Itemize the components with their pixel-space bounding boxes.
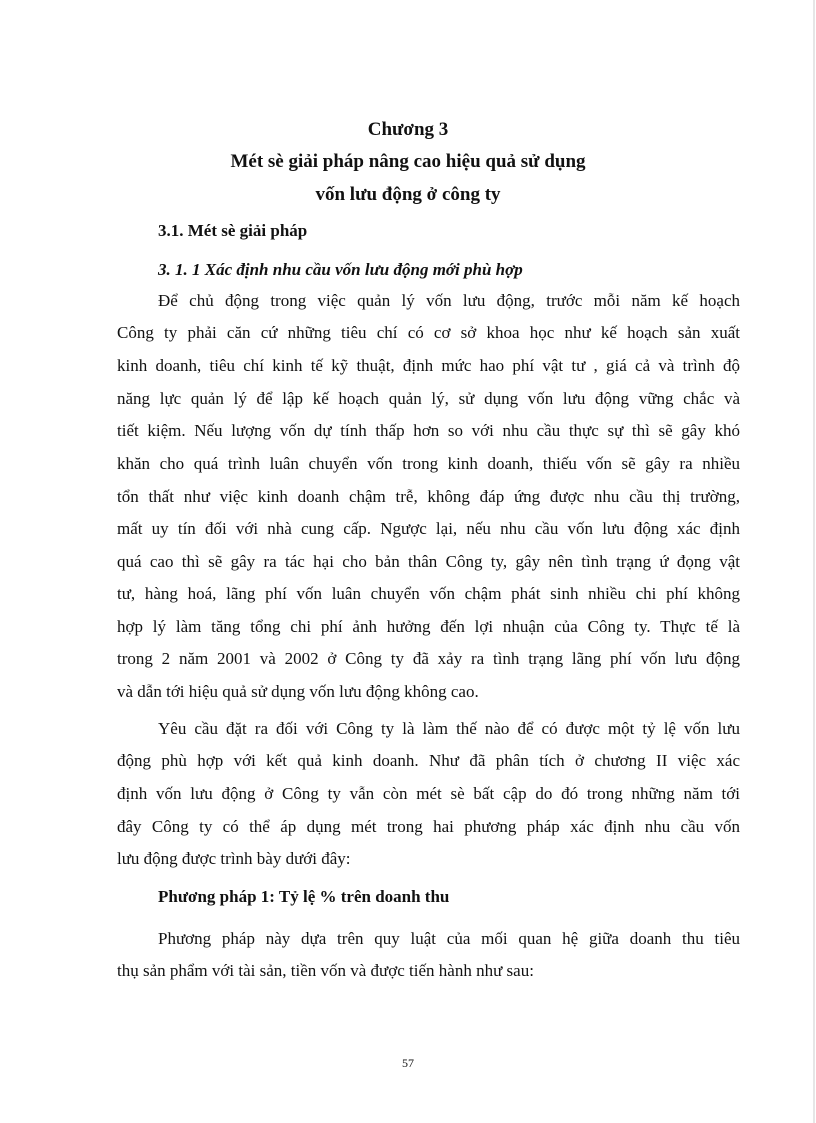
paragraph-1-line: tư, hàng hoá, lãng phí vốn luân chuyển vốn chậm phát sinh nhiều chi phí không xyxy=(117,584,740,603)
paragraph-1-line: và dẫn tới hiệu quả sử dụng vốn lưu động không cao. xyxy=(117,682,479,701)
method-1-heading: Phương pháp 1: Tỷ lệ % trên doanh thu xyxy=(158,887,450,906)
chapter-title-line-2: vốn lưu động ở công ty xyxy=(315,184,501,205)
paragraph-1-line: năng lực quản lý để lập kế hoạch quản lý, sử dụng vốn lưu động vững chắc và xyxy=(117,389,740,408)
paragraph-1-line: tiết kiệm. Nếu lượng vốn dự tính thấp hơn so với nhu cầu thực sự thì sẽ gây khó xyxy=(117,421,740,440)
paragraph-1-line: tổn thất như việc kinh doanh chậm trễ, không đáp ứng được nhu cầu thị trường, xyxy=(117,487,740,506)
paragraph-1-line: kinh doanh, tiêu chí kinh tế kỹ thuật, định mức hao phí vật tư , giá cả và trình độ xyxy=(117,356,740,375)
paragraph-2-line: động phù hợp với kết quả kinh doanh. Như đã phân tích ở chương II việc xác xyxy=(117,751,740,770)
paragraph-2-line: đây Công ty có thể áp dụng mét trong hai phương pháp xác định nhu cầu vốn xyxy=(117,817,740,836)
paragraph-2-line: Yêu cầu đặt ra đối với Công ty là làm thế nào để có được một tỷ lệ vốn lưu xyxy=(158,719,740,738)
subsection-heading-3-1-1: 3. 1. 1 Xác định nhu cầu vốn lưu động mới phù hợp xyxy=(158,260,523,279)
paragraph-3-line: thụ sản phẩm với tài sản, tiền vốn và được tiến hành như sau: xyxy=(117,961,534,980)
chapter-title-line-1: Mét sè giải pháp nâng cao hiệu quả sử dụng xyxy=(230,151,586,172)
paragraph-1-line: trong 2 năm 2001 và 2002 ở Công ty đã xảy ra tình trạng lãng phí vốn lưu động xyxy=(117,649,740,668)
paragraph-1-line: Công ty phải căn cứ những tiêu chí có cơ sở khoa học như kế hoạch sản xuất xyxy=(117,323,740,342)
paragraph-1-line: khăn cho quá trình luân chuyển vốn trong kinh doanh, thiếu vốn sẽ gây ra nhiều xyxy=(117,454,740,473)
paragraph-2-line: định vốn lưu động ở Công ty vẫn còn mét sè bất cập do đó trong những năm tới xyxy=(117,784,740,803)
paragraph-1-line: hợp lý làm tăng tổng chi phí ảnh hưởng đến lợi nhuận của Công ty. Thực tế là xyxy=(117,617,740,636)
paragraph-1-line: mất uy tín đối với nhà cung cấp. Ngược lại, nếu nhu cầu vốn lưu động xác định xyxy=(117,519,740,538)
chapter-number: Chương 3 xyxy=(367,119,449,140)
paragraph-1-line: quá cao thì sẽ gây ra tác hại cho bản thân Công ty, gây nên tình trạng ứ đọng vật xyxy=(117,552,740,571)
paragraph-1-line: Để chủ động trong việc quản lý vốn lưu động, trước mỗi năm kế hoạch xyxy=(158,291,740,310)
paragraph-3-line: Phương pháp này dựa trên quy luật của mối quan hệ giữa doanh thu tiêu xyxy=(158,929,740,948)
page-number: 57 xyxy=(402,1056,414,1070)
section-heading-3-1: 3.1. Mét sè giải pháp xyxy=(158,221,308,240)
paragraph-2-line: lưu động được trình bày dưới đây: xyxy=(117,849,351,868)
